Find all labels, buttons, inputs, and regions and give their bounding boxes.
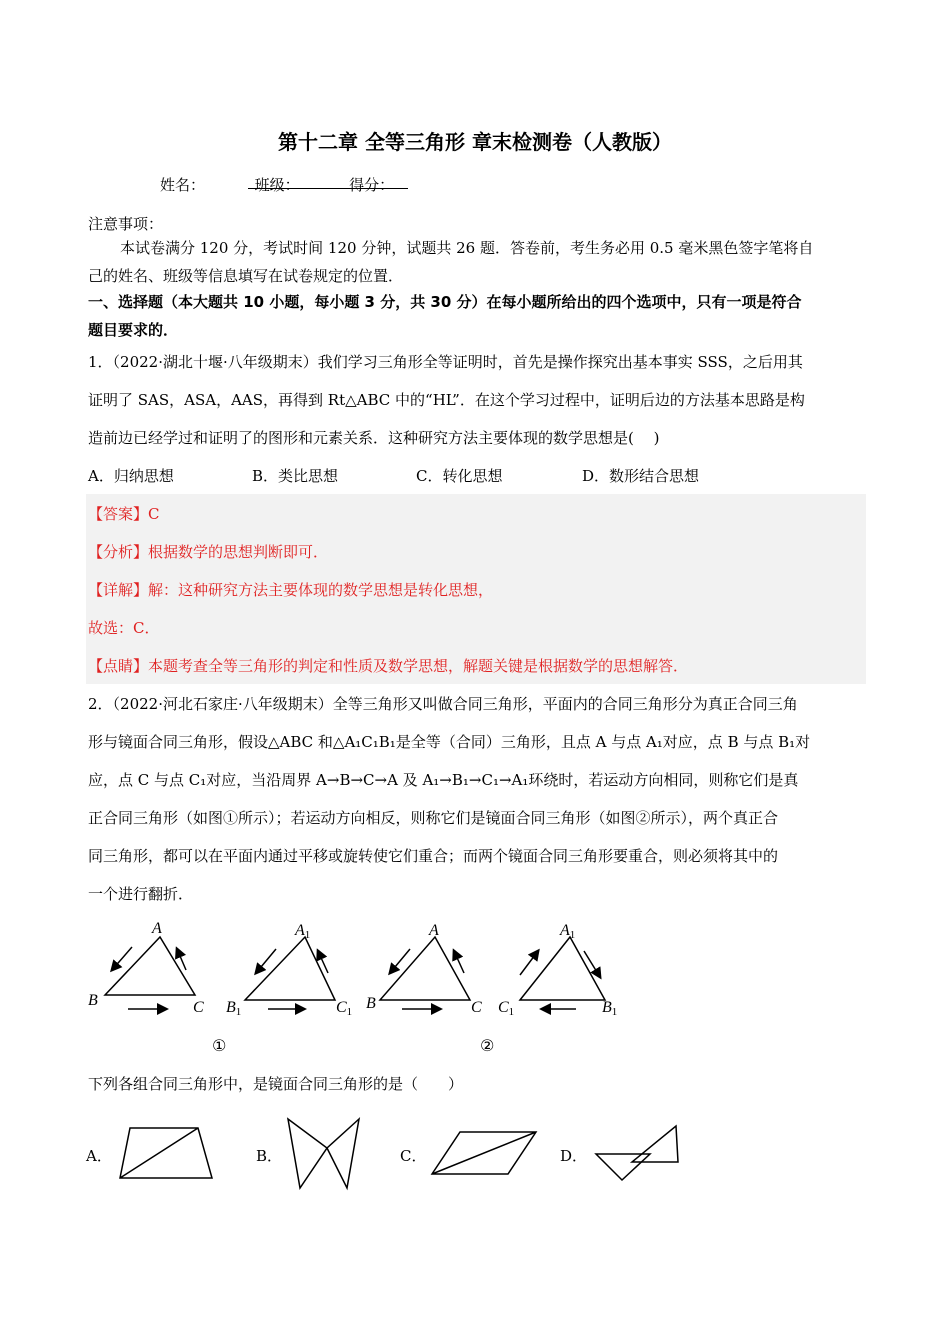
q2-text-4: 正合同三角形（如图①所示）；若运动方向相反，则称它们是镜面合同三角形（如图②所示），两个真正合 — [88, 809, 779, 827]
q1-option-b[interactable]: B．类比思想 — [252, 467, 339, 485]
label-c-2: C — [471, 999, 482, 1016]
student-info-row — [160, 174, 394, 195]
section-heading-2: 题目要求的． — [88, 321, 179, 339]
q1-option-a[interactable]: A．归纳思想 — [88, 467, 174, 485]
notice-heading: 注意事项： — [88, 215, 164, 233]
q2-prompt: 下列各组合同三角形中，是镜面合同三角形的是（ ） — [88, 1075, 464, 1093]
triangle-figures — [80, 915, 640, 1065]
label-a1-2: A1 — [560, 922, 576, 941]
q1-text-3: 造前边已经学过和证明了的图形和元素关系．这种研究方法主要体现的数学思想是( ) — [88, 429, 660, 447]
q2-text-1: 2．（2022·河北石家庄·八年级期末）全等三角形又叫做合同三角形，平面内的合同三角形分为真正合同三角 — [88, 695, 798, 713]
label-b-2: B — [366, 995, 376, 1012]
option-a-figure — [118, 1124, 218, 1184]
analysis-text: 根据数学的思想判断即可． — [148, 543, 329, 561]
score-blank[interactable] — [248, 174, 390, 189]
label-b1-2: B1 — [602, 999, 618, 1018]
q2-text-3: 应，点 C 与点 C₁对应，当沿周界 A→B→C→A 及 A₁→B₁→C₁→A₁环绕时，若运动方向相同，则称它们是真 — [88, 771, 799, 789]
label-a-2: A — [429, 922, 439, 939]
name-label: 姓名： — [160, 176, 206, 194]
class-label: 班级： — [254, 176, 300, 194]
score-label: 得分： — [349, 176, 395, 194]
point-text: 本题考查全等三角形的判定和性质及数学思想，解题关键是根据数学的思想解答． — [148, 657, 689, 675]
label-b1-1: B1 — [226, 999, 242, 1018]
choose-line: 故选：C． — [88, 619, 160, 637]
analysis-line — [88, 542, 866, 562]
triangle-abc-1 — [105, 937, 195, 995]
q1-option-c[interactable]: C．转化思想 — [416, 467, 503, 485]
analysis-tag: 【分析】 — [88, 543, 149, 561]
q1-text-1: 1．（2022·湖北十堰·八年级期末）我们学习三角形全等证明时，首先是操作探究出基本事实 SSS，之后用其 — [88, 353, 803, 371]
detail-line — [88, 580, 866, 600]
option-c-figure — [430, 1130, 540, 1178]
notice-text-1: 本试卷满分 120 分，考试时间 120 分钟，试题共 26 题．答卷前，考生务必用 0.5 毫米黑色签字笔将自 — [120, 239, 814, 257]
option-d-figure — [592, 1122, 684, 1184]
label-a-1: A — [152, 920, 162, 937]
q2-option-d[interactable]: D． — [560, 1147, 588, 1165]
section-heading-1: 一、选择题（本大题共 10 小题，每小题 3 分，共 30 分）在每小题所给出的四个选项中，只有一项是符合 — [88, 293, 802, 311]
q2-text-2: 形与镜面合同三角形，假设△ABC 和△A₁C₁B₁是全等（合同）三角形，且点 A 与点 A₁对应，点 B 与点 B₁对 — [88, 733, 811, 751]
q2-option-b[interactable]: B． — [256, 1147, 283, 1165]
detail-tag: 【详解】 — [88, 581, 149, 599]
q1-option-d[interactable]: D．数形结合思想 — [582, 467, 700, 485]
label-c1-1: C1 — [336, 999, 353, 1018]
label-a1-1: A1 — [295, 922, 311, 941]
triangle-a1b1c1-1 — [245, 937, 335, 1000]
q2-option-a[interactable]: A． — [86, 1147, 112, 1165]
triangle-a1c1b1-2 — [520, 937, 605, 1000]
q2-text-5: 同三角形，都可以在平面内通过平移或旋转使它们重合；而两个镜面合同三角形要重合，则必须将其中的 — [88, 847, 779, 865]
notice-text-2: 己的姓名、班级等信息填写在试卷规定的位置． — [88, 267, 404, 285]
answer-line — [88, 504, 866, 524]
label-b-1: B — [88, 992, 98, 1009]
label-c-1: C — [193, 999, 204, 1016]
figure-1-label: ① — [212, 1036, 227, 1055]
q2-text-6: 一个进行翻折． — [88, 885, 194, 903]
label-c1-2: C1 — [498, 999, 515, 1018]
option-b-figure — [285, 1116, 365, 1192]
q1-text-2: 证明了 SAS，ASA，AAS，再得到 Rt△ABC 中的“HL”．在这个学习过程中，证明后边的方法基本思路是构 — [88, 391, 805, 409]
figure-2-label: ② — [480, 1036, 495, 1055]
q2-option-c[interactable]: C． — [400, 1147, 427, 1165]
point-line — [88, 656, 866, 676]
page-title: 第十二章 全等三角形 章末检测卷（人教版） — [278, 130, 672, 154]
answer-tag: 【答案】 — [88, 505, 149, 523]
answer-value: C — [148, 505, 160, 523]
detail-text: 解：这种研究方法主要体现的数学思想是转化思想， — [148, 581, 494, 599]
point-tag: 【点睛】 — [88, 657, 149, 675]
q1-options — [88, 466, 866, 486]
